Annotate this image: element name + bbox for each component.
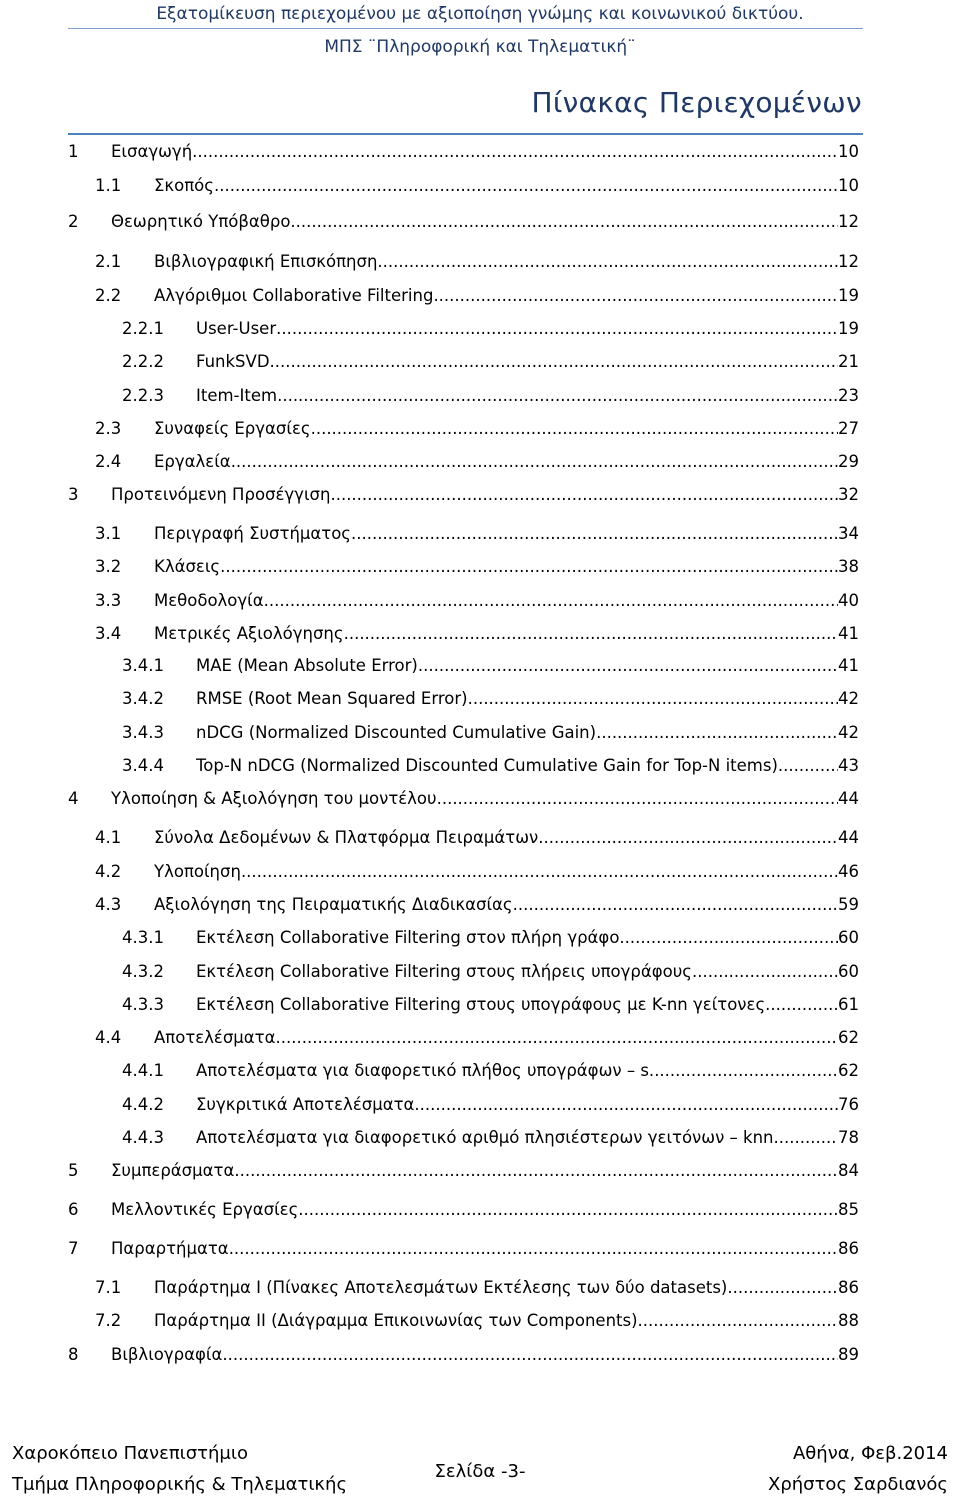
toc-entry[interactable] xyxy=(0,1195,960,1225)
toc-entry-number: 1.1 xyxy=(95,176,122,195)
toc-entry[interactable] xyxy=(0,823,960,853)
toc-dot-leader xyxy=(765,990,838,1020)
toc-entry-number: 2.2.1 xyxy=(122,319,164,338)
toc-entry-number: 3.4.4 xyxy=(122,756,164,775)
toc-entry[interactable] xyxy=(0,718,960,748)
toc-entry-title[interactable]: Υλοποίηση & Αξιολόγηση του μοντέλου xyxy=(111,789,437,808)
toc-entry-title[interactable]: Αποτελέσματα για διαφορετικό πλήθος υπογράφων – s. xyxy=(196,1061,655,1080)
running-header-program: ΜΠΣ ¨Πληροφορική και Τηλεματική¨ xyxy=(324,37,636,57)
toc-dot-leader xyxy=(544,823,839,853)
toc-entry-number: 2.3 xyxy=(95,419,122,438)
toc-entry-number: 3 xyxy=(68,485,79,504)
toc-dot-leader xyxy=(433,281,838,311)
toc-entry-page[interactable]: 84 xyxy=(838,1161,859,1180)
header-rule xyxy=(68,28,863,29)
toc-entry[interactable] xyxy=(0,414,960,444)
toc-entry[interactable] xyxy=(0,137,960,167)
toc-entry-page[interactable]: 27 xyxy=(838,419,859,438)
toc-entry-number: 3.3 xyxy=(95,591,122,610)
toc-entry-page[interactable]: 89 xyxy=(838,1345,859,1364)
toc-entry-title[interactable]: Παραρτήματα xyxy=(111,1239,229,1258)
toc-entry[interactable] xyxy=(0,480,960,510)
toc-entry-page[interactable]: 38 xyxy=(838,557,859,576)
toc-entry-page[interactable]: 34 xyxy=(838,524,859,543)
toc-dot-leader xyxy=(377,247,838,277)
toc-entry-page[interactable]: 78 xyxy=(838,1128,859,1147)
toc-entry-title[interactable]: Συγκριτικά Αποτελέσματα. xyxy=(196,1095,420,1114)
toc-entry-number: 3.4 xyxy=(95,624,122,643)
toc-dot-leader xyxy=(231,447,838,477)
toc-entry[interactable] xyxy=(0,1234,960,1264)
toc-dot-leader xyxy=(692,957,838,987)
toc-entry-page[interactable]: 86 xyxy=(838,1239,859,1258)
toc-entry-title[interactable]: Θεωρητικό Υπόβαθρο xyxy=(111,212,291,231)
toc-entry-number: 2.4 xyxy=(95,452,122,471)
toc-entry-title[interactable]: nDCG (Normalized Discounted Cumulative Gain) xyxy=(196,723,597,742)
toc-entry-title[interactable]: Συναφείς Εργασίες xyxy=(154,419,311,438)
toc-entry-page[interactable]: 21 xyxy=(838,352,859,371)
toc-entry-page[interactable]: 46 xyxy=(838,862,859,881)
toc-entry[interactable] xyxy=(0,890,960,920)
toc-entry[interactable] xyxy=(0,586,960,616)
toc-entry-number: 3.4.1 xyxy=(122,656,164,675)
toc-dot-leader xyxy=(513,890,838,920)
toc-dot-leader xyxy=(351,519,838,549)
toc-entry-page[interactable]: 29 xyxy=(838,452,859,471)
toc-entry[interactable] xyxy=(0,552,960,582)
toc-entry-page[interactable]: 62 xyxy=(838,1028,859,1047)
toc-entry-page[interactable]: 43 xyxy=(838,756,859,775)
toc-entry-title[interactable]: Εισαγωγή xyxy=(111,142,193,161)
toc-dot-leader xyxy=(228,1340,838,1370)
toc-dot-leader xyxy=(437,784,838,814)
toc-dot-leader xyxy=(234,1156,838,1186)
footer-department: Τμήμα Πληροφορικής & Τηλεματικής xyxy=(12,1474,348,1495)
toc-entry-page[interactable]: 23 xyxy=(838,386,859,405)
toc-entry-title[interactable]: Item-Item xyxy=(196,386,278,405)
toc-entry-title[interactable]: Μεθοδολογία xyxy=(154,591,264,610)
toc-entry-number: 3.4.3 xyxy=(122,723,164,742)
toc-entry-title[interactable]: RMSE (Root Mean Squared Error) xyxy=(196,689,468,708)
toc-entry-number: 1 xyxy=(68,142,79,161)
toc-dot-leader xyxy=(220,552,838,582)
toc-entry-page[interactable]: 60 xyxy=(838,928,859,947)
toc-entry-number: 7 xyxy=(68,1239,79,1258)
toc-entry-number: 3.1 xyxy=(95,524,122,543)
toc-entry-page[interactable]: 44 xyxy=(838,828,859,847)
toc-entry[interactable] xyxy=(0,1156,960,1186)
toc-dot-leader xyxy=(304,1195,838,1225)
toc-dot-leader xyxy=(727,1273,838,1303)
toc-entry-title[interactable]: Βιβλιογραφία. xyxy=(111,1345,228,1364)
toc-dot-leader xyxy=(468,684,838,714)
footer-university: Χαροκόπειο Πανεπιστήμιο xyxy=(12,1443,248,1464)
toc-entry-title[interactable]: Σκοπός xyxy=(154,176,214,195)
toc-entry-title[interactable]: Αξιολόγηση της Πειραματικής Διαδικασίας xyxy=(154,895,513,914)
toc-dot-leader xyxy=(330,480,838,510)
toc-dot-leader xyxy=(418,651,838,681)
toc-entry[interactable] xyxy=(0,1340,960,1370)
toc-entry-title[interactable]: Περιγραφή Συστήματος xyxy=(154,524,351,543)
toc-dot-leader xyxy=(276,1023,839,1053)
toc-entry-page[interactable]: 10 xyxy=(838,142,859,161)
toc-dot-leader xyxy=(241,857,838,887)
toc-entry-page[interactable]: 40 xyxy=(838,591,859,610)
toc-entry-title[interactable]: MAE (Mean Absolute Error) xyxy=(196,656,418,675)
toc-dot-leader xyxy=(276,314,838,344)
toc-dot-leader xyxy=(290,207,838,237)
toc-entry-title[interactable]: Προτεινόμενη Προσέγγιση xyxy=(111,485,331,504)
toc-entry[interactable] xyxy=(0,751,960,781)
toc-entry[interactable] xyxy=(0,1056,960,1086)
toc-entry-number: 8 xyxy=(68,1345,79,1364)
toc-dot-leader xyxy=(619,923,838,953)
toc-entry-page[interactable]: 62 xyxy=(838,1061,859,1080)
toc-entry-title[interactable]: Σύνολα Δεδομένων & Πλατφόρμα Πειραμάτων. xyxy=(154,828,544,847)
toc-entry-number: 4.3.2 xyxy=(122,962,164,981)
toc-entry-title[interactable]: Παράρτημα ΙΙ (Διάγραμμα Επικοινωνίας των Components) xyxy=(154,1311,638,1330)
toc-entry-title[interactable]: Εργαλεία xyxy=(154,452,231,471)
toc-entry-title[interactable]: Κλάσεις xyxy=(154,557,221,576)
toc-entry-page[interactable]: 44 xyxy=(838,789,859,808)
toc-entry-number: 4.4.3 xyxy=(122,1128,164,1147)
toc-entry-number: 4.3.1 xyxy=(122,928,164,947)
toc-entry-page[interactable]: 61 xyxy=(838,995,859,1014)
toc-entry-page[interactable]: 12 xyxy=(838,212,859,231)
toc-dot-leader xyxy=(229,1234,838,1264)
toc-entry-title[interactable]: Παράρτημα Ι (Πίνακες Αποτελεσμάτων Εκτέλεσης των δύο datasets) xyxy=(154,1278,728,1297)
toc-dot-leader xyxy=(270,347,838,377)
toc-entry-title[interactable]: FunkSVD xyxy=(196,352,270,371)
toc-title: Πίνακας Περιεχομένων xyxy=(531,86,862,119)
toc-entry-number: 4 xyxy=(68,789,79,808)
toc-dot-leader xyxy=(420,1090,838,1120)
toc-entry-title[interactable]: User-User xyxy=(196,319,277,338)
toc-entry-title[interactable]: Αποτελέσματα xyxy=(154,1028,276,1047)
toc-entry[interactable] xyxy=(0,857,960,887)
toc-entry-title[interactable]: Βιβλιογραφική Επισκόπηση xyxy=(154,252,378,271)
toc-dot-leader xyxy=(192,137,838,167)
toc-entry-page[interactable]: 88 xyxy=(838,1311,859,1330)
toc-entry[interactable] xyxy=(0,281,960,311)
toc-entry-number: 2.2.2 xyxy=(122,352,164,371)
toc-entry-number: 2.1 xyxy=(95,252,122,271)
running-header-title: Εξατομίκευση περιεχομένου με αξιοποίηση γνώμης και κοινωνικού δικτύου. xyxy=(156,4,804,24)
toc-dot-leader xyxy=(311,414,838,444)
toc-entry-title[interactable]: Αποτελέσματα για διαφορετικό αριθμό πλησιέστερων γειτόνων – knn xyxy=(196,1128,774,1147)
toc-entry-number: 3.2 xyxy=(95,557,122,576)
footer-page-number: Σελίδα -3- xyxy=(434,1461,526,1482)
toc-entry-number: 4.4 xyxy=(95,1028,122,1047)
toc-entry[interactable] xyxy=(0,1306,960,1336)
toc-entry[interactable] xyxy=(0,171,960,201)
toc-entry[interactable] xyxy=(0,923,960,953)
toc-entry-number: 2 xyxy=(68,212,79,231)
toc-entry[interactable] xyxy=(0,684,960,714)
toc-entry[interactable] xyxy=(0,957,960,987)
toc-entry-number: 4.3 xyxy=(95,895,122,914)
toc-entry-page[interactable]: 42 xyxy=(838,723,859,742)
toc-entry-title[interactable]: Υλοποίηση xyxy=(154,862,241,881)
toc-entry[interactable] xyxy=(0,347,960,377)
toc-title-rule xyxy=(68,133,863,135)
toc-entry-number: 2.2 xyxy=(95,286,122,305)
toc-entry-title[interactable]: Εκτέλεση Collaborative Filtering στους πλήρεις υπογράφους xyxy=(196,962,692,981)
toc-dot-leader xyxy=(277,381,838,411)
toc-entry-number: 7.1 xyxy=(95,1278,122,1297)
toc-entry-title[interactable]: Μελλοντικές Εργασίες. xyxy=(111,1200,304,1219)
toc-dot-leader xyxy=(774,1123,838,1153)
toc-dot-leader xyxy=(638,1306,838,1336)
toc-entry-page[interactable]: 86 xyxy=(838,1278,859,1297)
toc-entry-number: 4.1 xyxy=(95,828,122,847)
toc-entry[interactable] xyxy=(0,207,960,237)
toc-entry-number: 4.3.3 xyxy=(122,995,164,1014)
toc-entry-title[interactable]: Αλγόριθμοι Collaborative Filtering xyxy=(154,286,434,305)
toc-entry[interactable] xyxy=(0,1123,960,1153)
toc-entry-page[interactable]: 60 xyxy=(838,962,859,981)
footer-author: Χρήστος Σαρδιανός xyxy=(768,1474,948,1495)
toc-entry-page[interactable]: 32 xyxy=(838,485,859,504)
toc-entry-page[interactable]: 10 xyxy=(838,176,859,195)
toc-entry[interactable] xyxy=(0,1090,960,1120)
footer-date: Αθήνα, Φεβ.2014 xyxy=(792,1443,948,1464)
toc-entry-page[interactable]: 59 xyxy=(838,895,859,914)
toc-entry-number: 7.2 xyxy=(95,1311,122,1330)
toc-dot-leader xyxy=(214,171,838,201)
toc-entry[interactable] xyxy=(0,651,960,681)
toc-entry-page[interactable]: 41 xyxy=(838,656,859,675)
toc-entry-title[interactable]: Μετρικές Αξιολόγησης xyxy=(154,624,344,643)
toc-dot-leader xyxy=(344,619,838,649)
toc-entry-title[interactable]: Εκτέλεση Collaborative Filtering στους υπογράφους με K-nn γείτονες xyxy=(196,995,766,1014)
toc-entry[interactable] xyxy=(0,1023,960,1053)
toc-entry[interactable] xyxy=(0,247,960,277)
toc-entry[interactable] xyxy=(0,519,960,549)
toc-entry[interactable] xyxy=(0,314,960,344)
toc-entry-page[interactable]: 76 xyxy=(838,1095,859,1114)
toc-entry-page[interactable]: 12 xyxy=(838,252,859,271)
toc-entry-page[interactable]: 85 xyxy=(838,1200,859,1219)
toc-entry-number: 5 xyxy=(68,1161,79,1180)
toc-entry-number: 6 xyxy=(68,1200,79,1219)
toc-entry[interactable] xyxy=(0,619,960,649)
toc-entry-page[interactable]: 41 xyxy=(838,624,859,643)
toc-dot-leader xyxy=(654,1056,838,1086)
toc-entry[interactable] xyxy=(0,990,960,1020)
toc-entry-title[interactable]: Top-N nDCG (Normalized Discounted Cumulative Gain for Top-N items) xyxy=(196,756,778,775)
toc-entry[interactable] xyxy=(0,784,960,814)
toc-dot-leader xyxy=(264,586,838,616)
toc-entry-number: 4.4.2 xyxy=(122,1095,164,1114)
toc-entry[interactable] xyxy=(0,381,960,411)
toc-dot-leader xyxy=(596,718,838,748)
toc-entry-title[interactable]: Συμπεράσματα xyxy=(111,1161,235,1180)
toc-entry-number: 2.2.3 xyxy=(122,386,164,405)
toc-entry-number: 4.2 xyxy=(95,862,122,881)
toc-entry-page[interactable]: 42 xyxy=(838,689,859,708)
toc-entry-title[interactable]: Εκτέλεση Collaborative Filtering στον πλήρη γράφο xyxy=(196,928,620,947)
toc-entry-page[interactable]: 19 xyxy=(838,286,859,305)
toc-dot-leader xyxy=(778,751,838,781)
toc-entry[interactable] xyxy=(0,1273,960,1303)
toc-entry-number: 3.4.2 xyxy=(122,689,164,708)
toc-entry[interactable] xyxy=(0,447,960,477)
toc-entry-number: 4.4.1 xyxy=(122,1061,164,1080)
toc-entry-page[interactable]: 19 xyxy=(838,319,859,338)
